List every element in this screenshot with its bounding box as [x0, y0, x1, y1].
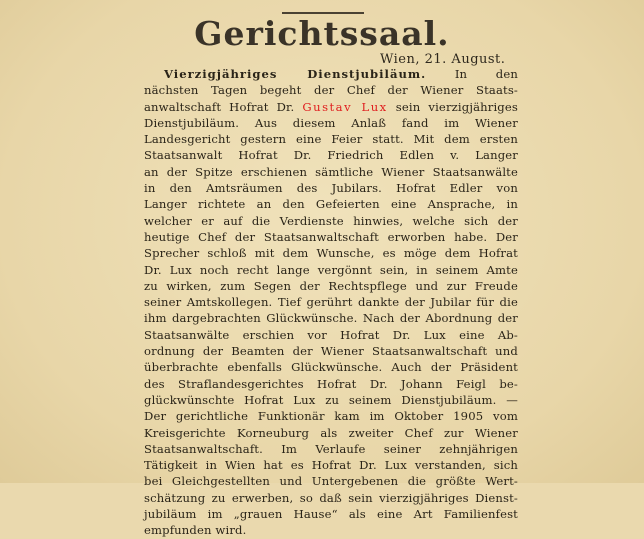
article-line: Staatsanwälte erschien vor Hofrat Dr. Lux eine Ab- — [144, 327, 518, 342]
article-line: schätzung zu erwerben, so daß sein vierzigjähriges Dienst- — [144, 490, 518, 505]
article-line: glückwünschte Hofrat Lux zu seinem Dienstjubiläum. — — [144, 392, 518, 407]
article-line: ihm dargebrachten Glückwünsche. Nach der Abordnung der — [144, 311, 518, 326]
article-line: seiner Amtskollegen. Tief gerührt dankte der Jubilar für die — [144, 295, 518, 310]
article-line: Landesgericht gestern eine Feier statt. Mit dem ersten — [144, 132, 518, 147]
article-line: Dienstjubiläum. Aus diesem Anlaß fand im Wiener — [144, 115, 518, 130]
article-line: Der gerichtliche Funktionär kam im Oktober 1905 vom — [144, 409, 518, 424]
article-line: Tätigkeit in Wien hat es Hofrat Dr. Lux verstanden, sich — [144, 458, 518, 473]
article-headline: Vierzigjähriges Dienstjubiläum. — [164, 67, 427, 81]
article-line — [144, 99, 518, 115]
article-line: Kreisgerichte Korneuburg als zweiter Chef zur Wiener — [144, 425, 518, 440]
highlighted-name: Gustav Lux — [302, 99, 388, 114]
article-text: In den — [454, 67, 518, 81]
article-line — [144, 66, 518, 82]
article-line: nächsten Tagen begeht der Chef der Wiener Staats- — [144, 83, 518, 98]
article-line: Langer richtete an den Gefeierten eine Ansprache, in — [144, 197, 518, 212]
article-line: des Straflandesgerichtes Hofrat Dr. Johann Feigl be- — [144, 376, 518, 391]
article-text: sein vierzigjähriges — [395, 99, 518, 114]
article-line: Sprecher schloß mit dem Wunsche, es möge dem Hofrat — [144, 246, 518, 261]
article-line: welcher er auf die Verdienste hinwies, welche sich der — [144, 213, 518, 228]
article-body — [144, 66, 518, 539]
article-line: heutige Chef der Staatsanwaltschaft erworben habe. Der — [144, 229, 518, 244]
article-line: zu wirken, zum Segen der Rechtspflege und zur Freude — [144, 278, 518, 293]
article-line: empfunden wird. — [144, 523, 247, 538]
article-line: an der Spitze erschienen sämtliche Wiener Staatsanwälte — [144, 164, 518, 179]
article-line: Staatsanwaltschaft. Im Verlaufe seiner zehnjährigen — [144, 441, 518, 456]
article-line: bei Gleichgestellten und Untergebenen die größte Wert- — [144, 474, 518, 489]
article-text: anwaltschaft Hofrat Dr. — [144, 99, 295, 114]
dateline: Wien, 21. August. — [380, 52, 506, 67]
article-line: in den Amtsräumen des Jubilars. Hofrat Edler von — [144, 181, 518, 196]
article-line: Staatsanwalt Hofrat Dr. Friedrich Edlen v. Langer — [144, 148, 518, 163]
article-line: überbrachte ebenfalls Glückwünsche. Auch der Präsident — [144, 360, 518, 375]
article-line: ordnung der Beamten der Wiener Staatsanwaltschaft und — [144, 344, 518, 359]
section-title: Gerichtssaal. — [194, 14, 450, 53]
article-line: jubiläum im „grauen Hause“ als eine Art Familienfest — [144, 507, 518, 522]
article-line: Dr. Lux noch recht lange vergönnt sein, in seinem Amte — [144, 262, 518, 277]
article-lines — [144, 115, 518, 539]
